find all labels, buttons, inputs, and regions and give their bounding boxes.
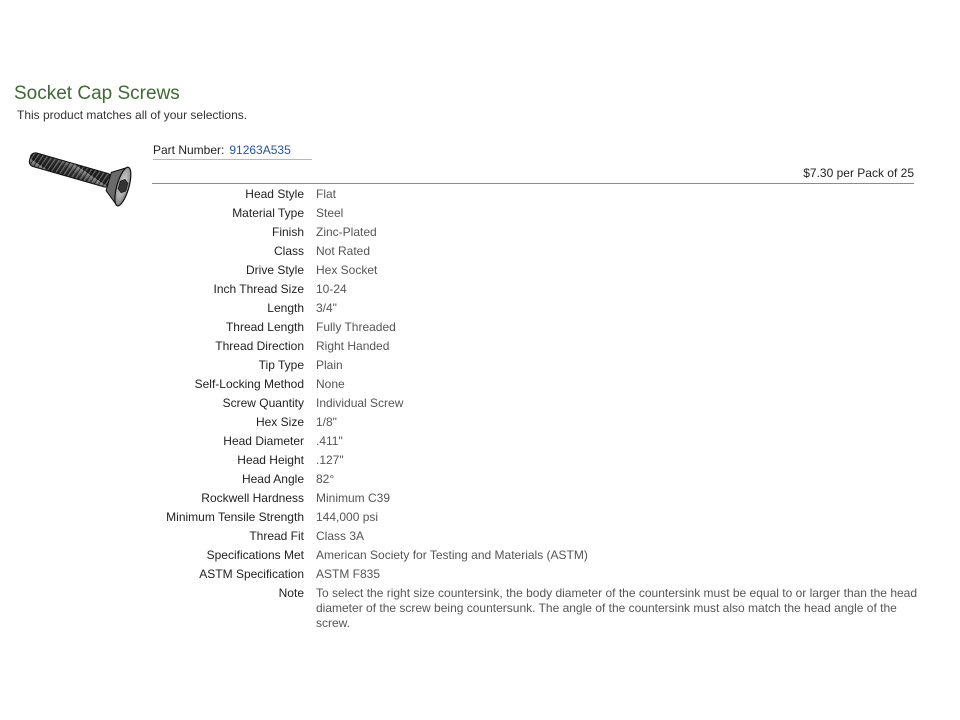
spec-value: 10-24 [316,282,347,296]
spec-label: Hex Size [255,415,304,429]
spec-label: Screw Quantity [222,396,304,410]
spec-value: None [316,377,345,391]
spec-label: Specifications Met [206,548,304,562]
spec-value: Not Rated [316,244,371,258]
spec-value: Zinc-Plated [316,225,377,239]
spec-value: 82° [316,472,335,486]
spec-value: Plain [316,358,343,372]
spec-value: 144,000 psi [316,510,379,524]
spec-label: Material Type [232,206,304,220]
spec-row [152,263,917,282]
spec-gap [304,206,316,225]
spec-gap [304,491,316,510]
spec-gap [304,358,316,377]
spec-row [152,301,917,320]
spec-gap [304,377,316,396]
spec-label: Rockwell Hardness [201,491,304,505]
part-number-link[interactable]: 91263A535 [229,143,291,157]
spec-label: Thread Length [225,320,304,334]
spec-value: Individual Screw [316,396,404,410]
spec-label: Head Style [245,187,304,201]
spec-row [152,567,917,586]
spec-label: Thread Direction [215,339,304,353]
spec-gap [304,586,316,635]
spec-row [152,206,917,225]
spec-value: To select the right size countersink, the body diameter of the countersink must be equal to or larger than the head diameter of the screw being countersunk. The angle of the countersink must also match the head angle of the screw. [316,586,918,630]
spec-gap [304,301,316,320]
spec-row [152,282,917,301]
spec-value: Flat [316,187,337,201]
spec-gap [304,244,316,263]
spec-gap [304,396,316,415]
spec-value: Class 3A [316,529,365,543]
spec-gap [304,339,316,358]
spec-label: Thread Fit [249,529,304,543]
spec-label: Head Angle [241,472,304,486]
spec-row [152,377,917,396]
spec-gap [304,225,316,244]
spec-row [152,225,917,244]
spec-label: Inch Thread Size [213,282,304,296]
spec-gap [304,567,316,586]
spec-gap [304,282,316,301]
spec-row [152,472,917,491]
spec-value: American Society for Testing and Materials (ASTM) [316,548,588,562]
spec-gap [304,415,316,434]
spec-label: Length [267,301,304,315]
spec-label: Head Height [237,453,304,467]
spec-value: Fully Threaded [316,320,396,334]
spec-label: Note [278,586,304,600]
spec-label: Head Diameter [223,434,304,448]
spec-gap [304,510,316,529]
part-number-row [153,143,312,160]
spec-row [152,339,917,358]
spec-gap [304,472,316,491]
price-row [152,166,914,184]
spec-value: .127" [316,453,344,467]
product-title: Socket Cap Screws [14,83,180,104]
spec-label: Class [273,244,304,258]
spec-value: Hex Socket [316,263,378,277]
spec-label: ASTM Specification [199,567,304,581]
spec-row [152,548,917,567]
part-number-label: Part Number: [153,143,225,157]
spec-gap [304,529,316,548]
spec-row [152,320,917,339]
flat-head-socket-screw-icon [20,150,142,210]
spec-value: ASTM F835 [316,567,381,581]
spec-value: 1/8" [316,415,337,429]
spec-row [152,586,917,635]
spec-row [152,453,917,472]
spec-row [152,244,917,263]
spec-row [152,415,917,434]
spec-row [152,358,917,377]
spec-value: Right Handed [316,339,390,353]
spec-gap [304,187,316,206]
spec-gap [304,548,316,567]
spec-gap [304,453,316,472]
spec-row [152,434,917,453]
spec-label: Drive Style [245,263,304,277]
spec-value: Minimum C39 [316,491,391,505]
spec-value: .411" [316,434,343,448]
spec-value: Steel [316,206,344,220]
spec-row [152,187,917,206]
spec-label: Finish [271,225,304,239]
specifications-table [152,187,917,635]
spec-row [152,396,917,415]
spec-gap [304,434,316,453]
spec-label: Minimum Tensile Strength [166,510,304,524]
spec-row [152,529,917,548]
spec-row [152,510,917,529]
price-label: $7.30 per Pack of 25 [803,166,914,180]
spec-value: 3/4" [316,301,337,315]
spec-label: Self-Locking Method [194,377,304,391]
spec-gap [304,263,316,282]
spec-label: Tip Type [258,358,304,372]
product-subtitle: This product matches all of your selections. [17,108,248,122]
spec-row [152,491,917,510]
spec-gap [304,320,316,339]
